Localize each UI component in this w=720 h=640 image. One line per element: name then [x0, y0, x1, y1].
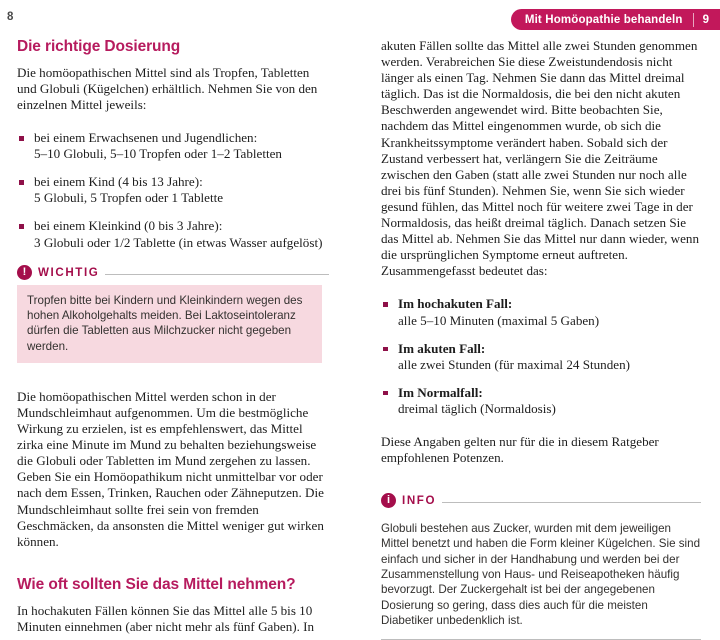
- list-item: [381, 296, 701, 328]
- left-column: [17, 38, 329, 635]
- callout-wichtig-title: WICHTIG: [38, 265, 100, 279]
- list-item: [17, 218, 329, 250]
- list-item-line1: bei einem Kleinkind (0 bis 3 Jahre):: [34, 218, 223, 234]
- list-item-line2: 5–10 Globuli, 5–10 Tropfen oder 1–2 Tabletten: [34, 146, 282, 162]
- spacer: [17, 113, 329, 130]
- callout-wichtig-header: [17, 264, 329, 281]
- list-item-line1: bei einem Kind (4 bis 13 Jahre):: [34, 174, 203, 190]
- list-item-line2: alle zwei Stunden (für maximal 24 Stunden): [398, 356, 630, 372]
- bullet-square-icon: [383, 347, 388, 352]
- exclamation-glyph: !: [22, 265, 27, 278]
- callout-wichtig: [17, 264, 329, 363]
- bullet-square-icon: [383, 302, 388, 307]
- callout-wichtig-text: Tropfen bitte bei Kindern und Kleinkindern wegen des hohen Alkoholgehalts meiden. Bei Laktoseintoleranz dürfen die Tabletten aus Milchzucker nicht gegeben werden.: [27, 293, 303, 353]
- heading-die-richtige-dosierung: Die richtige Dosierung: [17, 38, 181, 55]
- callout-wichtig-body: [17, 285, 322, 363]
- paragraph-closing: Diese Angaben gelten nur für die in diesem Ratgeber empfohlenen Potenzen.: [381, 433, 659, 466]
- list-item: [381, 385, 701, 417]
- callout-info-body: [381, 513, 701, 637]
- list-item: [17, 130, 329, 162]
- paragraph-frequency: In hochakuten Fällen können Sie das Mittel alle 5 bis 10 Minuten einnehmen (aber nicht mehr als fünf Gaben). In: [17, 602, 315, 634]
- callout-info-header: [381, 492, 701, 509]
- bullet-square-icon: [19, 180, 24, 185]
- list-item-line1: bei einem Erwachsenen und Jugendlichen:: [34, 130, 258, 146]
- spacer: [17, 251, 329, 264]
- list-item: [17, 174, 329, 206]
- list-item-line1: Im hochakuten Fall:: [398, 296, 513, 312]
- spacer: [381, 417, 701, 434]
- dose-list: [17, 130, 329, 251]
- bullet-square-icon: [19, 136, 24, 141]
- info-circle-icon: [381, 493, 396, 508]
- callout-info-text: Globuli bestehen aus Zucker, wurden mit dem jeweiligen Mittel benetzt und haben die Form kleiner Kügelchen. Sie sind einfach und sicher in der Handhabung und werden bei der Zusammenstellung von Haus- und Reiseapotheken häufig bevorzugt. Der Zuckergehalt ist bei der angegebenen Dosierung so gering, dass dies auch für die meisten Diabetiker unbedenklich ist.: [381, 522, 701, 627]
- bullet-square-icon: [383, 391, 388, 396]
- callout-info-rule: [442, 502, 701, 503]
- spacer: [17, 550, 329, 567]
- case-list: [381, 296, 701, 417]
- paragraph-continuation: akuten Fällen sollte das Mittel alle zwei Stunden genommen werden. Verabreichen Sie diese Zweistundendosis nicht länger als einen Tag. Nehmen Sie dann das Mittel dreimal täglich. Das ist die Normaldosis, die bei den nicht akuten Beschwerden angewendet wird. Bitte beobachten Sie, nachdem das Mittel eingenommen wurde, ob sich die Krankheitssymptome verändert haben. Sobald sich der Zustand verbessert hat, verlängern Sie die Zeiträume zwischen den Gaben (statt alle zwei Stunden nur noch alle drei bis fünf Stunden). Nehmen Sie, wenn Sie sich wieder gesund fühlen, das Mittel noch für weitere zwei Tage in der Normaldosis, das heißt dreimal täglich. Danach setzen Sie das Mittel ab. Nehmen Sie das Mittel nur dann wieder, wenn die ursprünglichen Symptome erneut auftreten. Zusammengefasst bedeutet das:: [381, 38, 700, 279]
- list-item-line2: 3 Globuli oder 1/2 Tablette (in etwas Wasser aufgelöst): [34, 234, 323, 250]
- list-item-line2: 5 Globuli, 5 Tropfen oder 1 Tablette: [34, 190, 224, 206]
- list-item: [381, 341, 701, 373]
- list-item-line2: alle 5–10 Minuten (maximal 5 Gaben): [398, 312, 600, 328]
- spacer: [17, 363, 329, 380]
- exclamation-circle-icon: [17, 265, 32, 280]
- info-glyph: i: [386, 494, 391, 507]
- folio-left: 8: [7, 11, 14, 23]
- list-item-line2: dreimal täglich (Normaldosis): [398, 400, 556, 416]
- spacer: [381, 483, 701, 492]
- spacer: [17, 567, 329, 576]
- heading-wie-oft-sollten-sie-das-mittel-nehmen: Wie oft sollten Sie das Mittel nehmen?: [17, 575, 296, 593]
- paragraph-intro: Die homöopathischen Mittel sind als Tropfen, Tabletten und Globuli (Kügelchen) erhältlich. Nehmen Sie von den einzelnen Mittel jeweils:: [17, 64, 318, 112]
- running-head-title: Mit Homöopathie behandeln: [524, 13, 683, 26]
- folio-right: 9: [702, 13, 709, 26]
- spacer: [17, 380, 329, 389]
- callout-info-title: INFO: [402, 494, 437, 508]
- list-item-line1: Im akuten Fall:: [398, 340, 486, 356]
- paragraph-mucosa: Die homöopathischen Mittel werden schon in der Mundschleimhaut aufgenommen. Um die bestmögliche Wirkung zu erzielen, ist es empfehlenswert, das Mittel zirka eine Minute im Mund zu behalten beziehungsweise die Globuli oder Tabletten im Mund zergehen zu lassen. Geben Sie ein Homöopathikum nicht unmittelbar vor oder nach dem Essen, Trinken, Rauchen oder Zähneputzen. Die Mundschleimhaut sollte frei sein von fremden Geschmäcken, da ansonsten die Mittel weniger gut wirken können.: [17, 388, 324, 549]
- callout-wichtig-rule: [105, 274, 329, 275]
- list-item-line1: Im Normalfall:: [398, 384, 483, 400]
- spacer: [381, 279, 701, 296]
- right-column: [381, 38, 701, 640]
- page-header: [0, 0, 720, 34]
- bullet-square-icon: [19, 224, 24, 229]
- spacer: [381, 466, 701, 483]
- callout-info: [381, 492, 701, 640]
- running-head-tab: [511, 9, 720, 30]
- running-head-divider: [693, 13, 694, 27]
